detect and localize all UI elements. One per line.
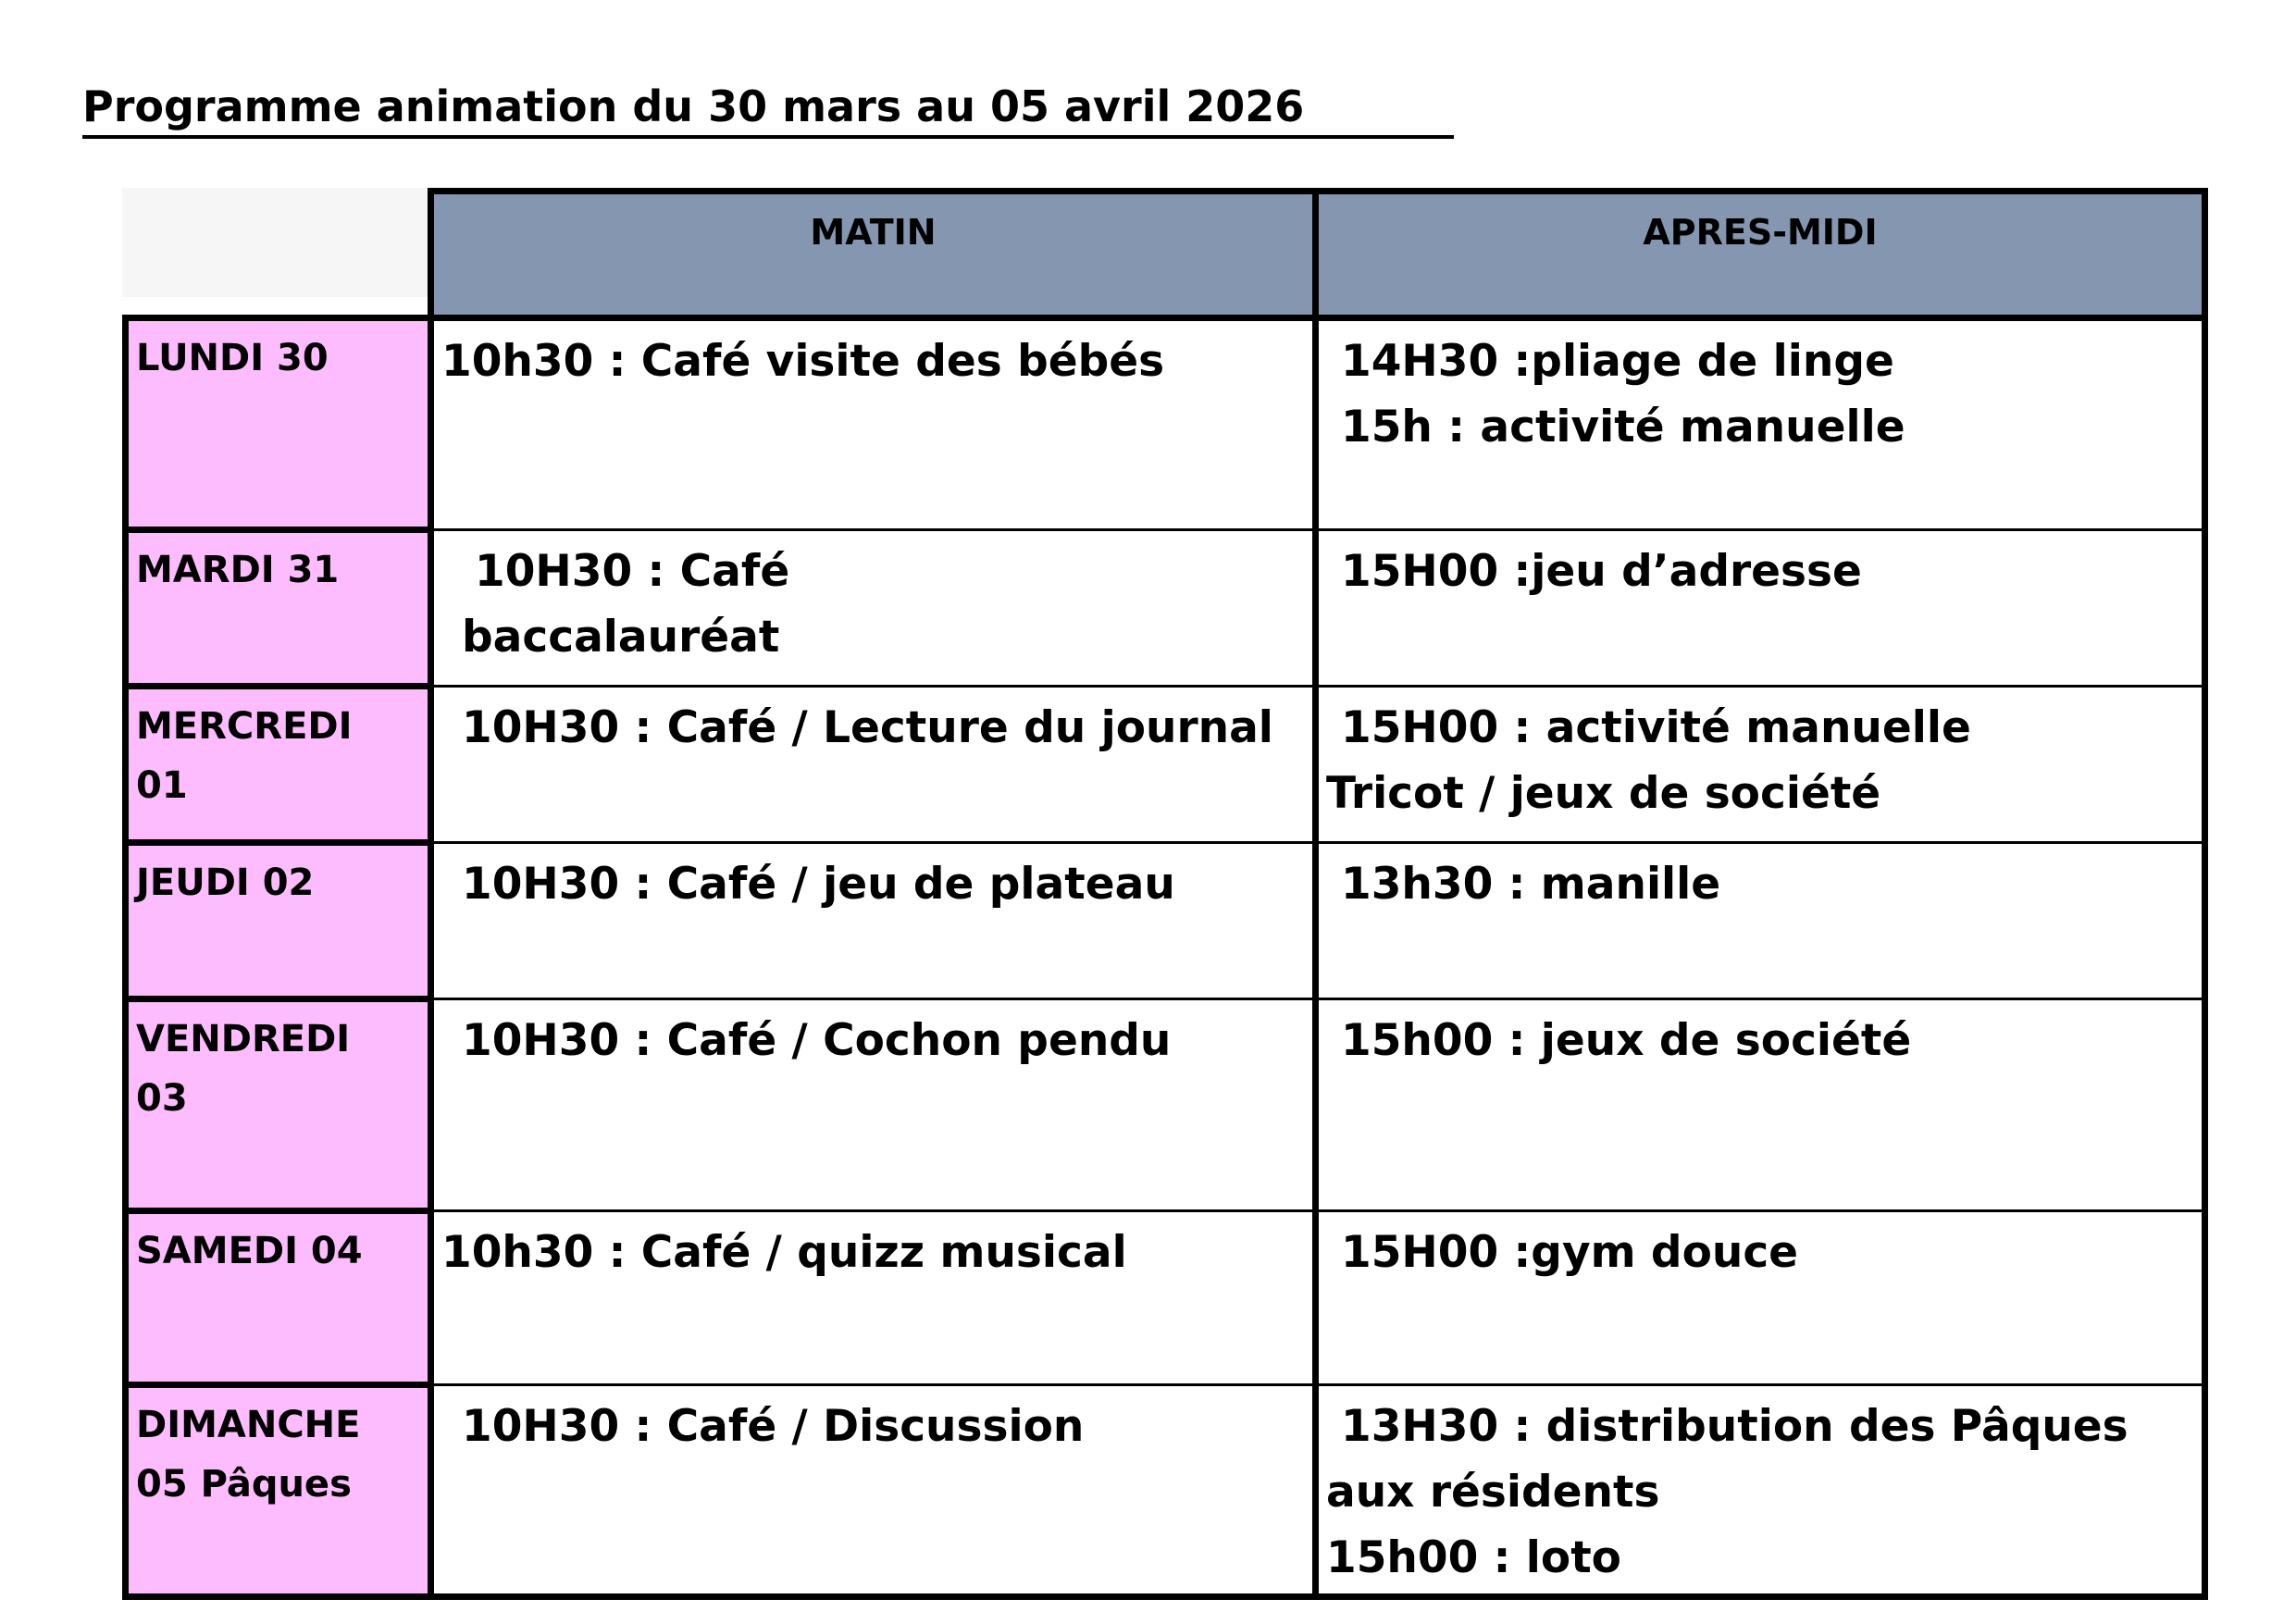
page-title: Programme animation du 30 mars au 05 avril 2026 [82, 78, 1454, 139]
day-cell [126, 843, 431, 999]
day-label: MERCREDI [136, 705, 353, 748]
morning-cell [431, 530, 1316, 687]
day-label: VENDREDI [136, 1018, 351, 1060]
morning-cell [431, 1385, 1316, 1597]
activity-line: 15h00 : jeux de société [1341, 1015, 1912, 1066]
table-row [126, 999, 2205, 1211]
afternoon-cell [1316, 530, 2205, 687]
afternoon-cell [1316, 318, 2205, 530]
morning-cell [431, 999, 1316, 1211]
morning-cell [431, 687, 1316, 843]
table-row [126, 530, 2205, 687]
day-label: JEUDI 02 [136, 862, 315, 904]
day-label: SAMEDI 04 [136, 1230, 363, 1272]
schedule-table [122, 188, 2208, 1600]
activity-line: 10h30 : Café / quizz musical [441, 1227, 1127, 1278]
day-label: DIMANCHE [136, 1404, 361, 1446]
table-row [126, 1385, 2205, 1597]
morning-cell [431, 318, 1316, 530]
activity-line: 15H00 : activité manuelle [1341, 702, 1971, 753]
header-row [126, 192, 2205, 318]
afternoon-cell [1316, 999, 2205, 1211]
table-row [126, 687, 2205, 843]
table-row [126, 1211, 2205, 1385]
day-cell [126, 1385, 431, 1597]
afternoon-cell [1316, 1385, 2205, 1597]
afternoon-cell [1316, 1211, 2205, 1385]
activity-line: Tricot / jeux de société [1326, 768, 1881, 819]
header-afternoon: APRES-MIDI [1316, 192, 2205, 318]
activity-line: 10h30 : Café visite des bébés [441, 336, 1165, 387]
day-label: MARDI 31 [136, 549, 340, 591]
day-label: 01 [136, 764, 188, 807]
activity-line: baccalauréat [462, 612, 780, 663]
header-empty-cell [126, 192, 431, 318]
day-label: 05 Pâques [136, 1463, 352, 1506]
activity-line: 10H30 : Café [475, 546, 790, 597]
morning-cell [431, 843, 1316, 999]
activity-line: 10H30 : Café / jeu de plateau [462, 859, 1175, 910]
activity-line: 15H00 :jeu d’adresse [1341, 546, 1862, 597]
day-cell [126, 318, 431, 530]
activity-line: 13H30 : distribution des Pâques [1341, 1401, 2128, 1452]
day-cell [126, 1211, 431, 1385]
activity-line: 15h00 : loto [1326, 1532, 1621, 1583]
activity-line: aux résidents [1326, 1467, 1660, 1518]
activity-line: 15h : activité manuelle [1341, 402, 1905, 452]
day-label: LUNDI 30 [136, 337, 329, 379]
activity-line: 10H30 : Café / Cochon pendu [462, 1015, 1172, 1066]
activity-line: 10H30 : Café / Discussion [462, 1401, 1085, 1452]
activity-line: 13h30 : manille [1341, 859, 1721, 910]
activity-line: 14H30 :pliage de linge [1341, 336, 1894, 387]
table-row [126, 318, 2205, 530]
morning-cell [431, 1211, 1316, 1385]
day-label: 03 [136, 1077, 188, 1120]
day-cell [126, 999, 431, 1211]
day-cell [126, 687, 431, 843]
day-cell [126, 530, 431, 687]
activity-line: 15H00 :gym douce [1341, 1227, 1799, 1278]
table-row [126, 843, 2205, 999]
afternoon-cell [1316, 843, 2205, 999]
header-morning: MATIN [431, 192, 1316, 318]
activity-line: 10H30 : Café / Lecture du journal [462, 702, 1273, 753]
afternoon-cell [1316, 687, 2205, 843]
